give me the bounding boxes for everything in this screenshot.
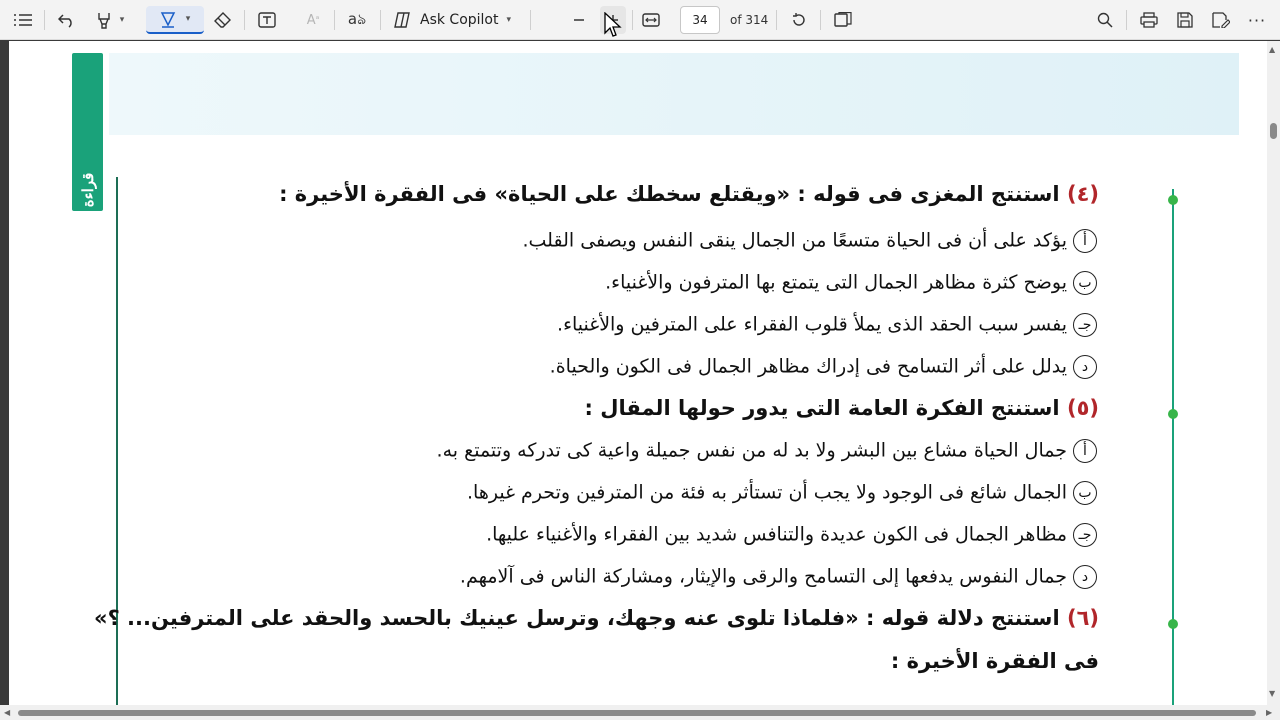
rotate-icon[interactable] bbox=[786, 6, 812, 34]
ask-copilot-label: Ask Copilot bbox=[420, 12, 499, 28]
undo-icon[interactable] bbox=[54, 6, 80, 34]
question-marker bbox=[1168, 409, 1178, 419]
question-line bbox=[585, 396, 1099, 420]
toolbar-divider bbox=[776, 10, 777, 30]
draw-icon bbox=[160, 10, 176, 28]
option-text: جمال الحياة مشاع بين البشر ولا بد له من نفس جميلة واعية كى تدركه وتتمتع به. bbox=[436, 439, 1067, 462]
option-letter: د bbox=[1073, 355, 1097, 379]
option-text: الجمال شائع فى الوجود ولا يجب أن تستأثر به فئة من المترفين وتحرم غيرها. bbox=[467, 481, 1067, 504]
answer-option bbox=[550, 355, 1097, 379]
page-number-input[interactable]: 34 bbox=[680, 6, 720, 34]
toolbar-divider bbox=[334, 10, 335, 30]
question-number: (٤) bbox=[1066, 182, 1099, 206]
more-icon[interactable]: ··· bbox=[1247, 10, 1267, 30]
question-text: استنتج المغزى فى قوله : «ويقتلع سخطك على الحياة» فى الفقرة الأخيرة : bbox=[279, 182, 1067, 206]
translate-icon[interactable]: aঌ bbox=[347, 9, 367, 28]
option-text: يوضح كثرة مظاهر الجمال التى يتمتع بها المترفون والأغنياء. bbox=[605, 271, 1067, 294]
mouse-cursor-icon bbox=[604, 12, 622, 42]
option-letter: جـ bbox=[1073, 523, 1097, 547]
question-line bbox=[279, 182, 1099, 206]
print-icon[interactable] bbox=[1136, 6, 1162, 34]
horizontal-scroll-thumb[interactable] bbox=[18, 710, 1256, 716]
chevron-down-icon: ▾ bbox=[185, 14, 191, 24]
toolbar-divider bbox=[632, 10, 633, 30]
pdf-page bbox=[9, 41, 1267, 705]
toolbar-divider bbox=[380, 10, 381, 30]
answer-option bbox=[467, 481, 1097, 505]
section-tab bbox=[72, 53, 103, 211]
answer-option bbox=[605, 271, 1097, 295]
section-tab-label: قراءة bbox=[78, 172, 97, 208]
answer-option bbox=[460, 565, 1097, 589]
save-as-icon[interactable] bbox=[1208, 6, 1234, 34]
question-number: (٦) bbox=[1066, 606, 1099, 630]
answer-option bbox=[522, 229, 1097, 253]
option-text: يدلل على أثر التسامح فى إدراك مظاهر الجمال فى الكون والحياة. bbox=[549, 355, 1067, 378]
option-letter: د bbox=[1073, 565, 1097, 589]
highlight-icon bbox=[96, 11, 112, 29]
option-text: مظاهر الجمال فى الكون عديدة والتنافس شديد بين الفقراء والأغنياء عليها. bbox=[486, 523, 1067, 546]
horizontal-scrollbar[interactable] bbox=[0, 705, 1280, 720]
save-icon[interactable] bbox=[1172, 6, 1198, 34]
option-text: يفسر سبب الحقد الذى يملأ قلوب الفقراء على المترفين والأغنياء. bbox=[557, 313, 1067, 336]
scroll-right-icon[interactable]: ▶ bbox=[1266, 708, 1273, 717]
zoom-out-icon[interactable] bbox=[566, 6, 592, 34]
toolbar-divider bbox=[244, 10, 245, 30]
toolbar-divider bbox=[44, 10, 45, 30]
read-aloud-icon[interactable]: A ᵃ bbox=[306, 12, 320, 28]
chevron-down-icon: ▾ bbox=[119, 15, 125, 25]
toolbar-divider bbox=[530, 10, 531, 30]
eraser-icon[interactable] bbox=[210, 6, 236, 34]
scroll-left-icon[interactable]: ◀ bbox=[4, 708, 11, 717]
toolbar-divider bbox=[820, 10, 821, 30]
draw-button[interactable] bbox=[146, 6, 204, 34]
fit-width-icon[interactable] bbox=[638, 6, 664, 34]
question-number: (٥) bbox=[1066, 396, 1099, 420]
page-total: of 314 bbox=[730, 13, 769, 27]
ask-copilot-button[interactable] bbox=[392, 6, 511, 34]
option-letter: جـ bbox=[1073, 313, 1097, 337]
copilot-icon bbox=[392, 11, 412, 29]
option-letter: ب bbox=[1073, 271, 1097, 295]
highlight-button[interactable] bbox=[88, 6, 132, 34]
search-icon[interactable] bbox=[1092, 6, 1118, 34]
option-text: يؤكد على أن فى الحياة متسعًا من الجمال ينقى النفس ويصفى القلب. bbox=[522, 229, 1067, 252]
question-text: استنتج الفكرة العامة التى يدور حولها المقال : bbox=[584, 396, 1067, 420]
option-text: جمال النفوس يدفعها إلى التسامح والرقى والإيثار، ومشاركة الناس فى آلامهم. bbox=[459, 565, 1067, 588]
text-box-icon[interactable] bbox=[254, 6, 280, 34]
answer-option bbox=[437, 439, 1097, 463]
contents-icon[interactable] bbox=[10, 6, 36, 34]
option-letter: أ bbox=[1073, 439, 1097, 463]
pdf-toolbar bbox=[0, 0, 1280, 40]
vertical-scroll-thumb[interactable] bbox=[1270, 123, 1277, 139]
question-continuation: فى الفقرة الأخيرة : bbox=[890, 649, 1099, 673]
scroll-down-icon[interactable]: ▼ bbox=[1269, 689, 1276, 698]
scroll-up-icon[interactable]: ▲ bbox=[1269, 45, 1276, 54]
option-letter: أ bbox=[1073, 229, 1097, 253]
toolbar-divider bbox=[1126, 10, 1127, 30]
vertical-scrollbar[interactable] bbox=[1267, 41, 1280, 705]
answer-option bbox=[486, 523, 1097, 547]
question-marker bbox=[1168, 195, 1178, 205]
chevron-down-icon: ▾ bbox=[506, 15, 512, 25]
answer-option bbox=[557, 313, 1097, 337]
question-marker bbox=[1168, 619, 1178, 629]
page-view-icon[interactable] bbox=[830, 6, 856, 34]
option-letter: ب bbox=[1073, 481, 1097, 505]
page-header-banner bbox=[109, 53, 1239, 135]
question-line bbox=[94, 606, 1099, 630]
question-text: استنتج دلالة قوله : «فلماذا تلوى عنه وجهك، وترسل عينيك بالحسد والحقد على المترفين... ؟» bbox=[94, 606, 1067, 630]
